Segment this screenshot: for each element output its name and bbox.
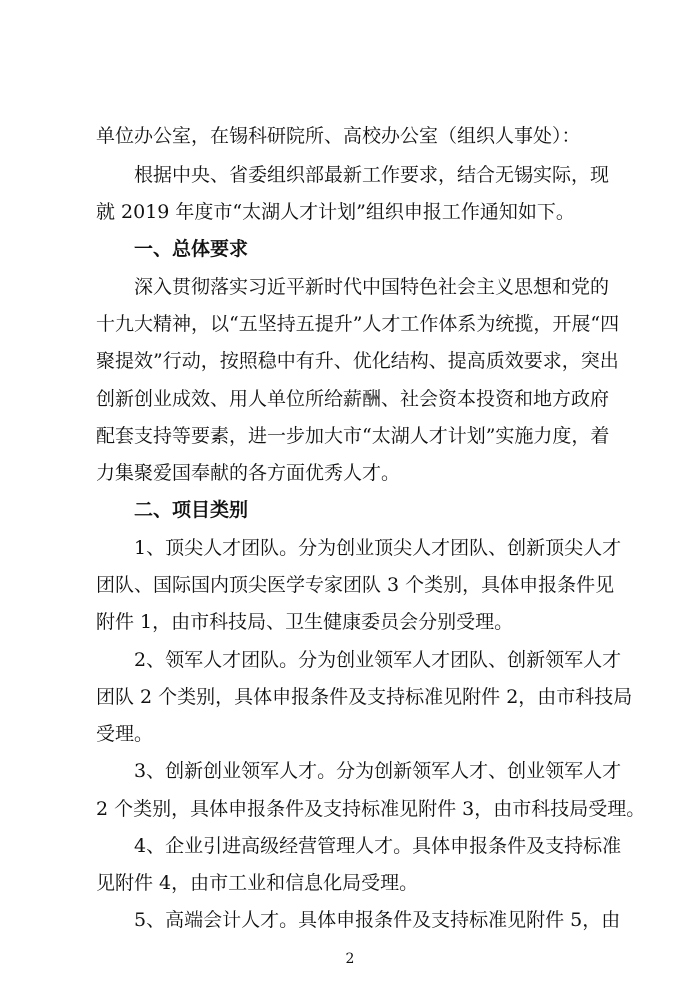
body-line: 2、领军人才团队。分为创业领军人才团队、创新领军人才 (134, 649, 622, 671)
body-line: 4、企业引进高级经营管理人才。具体申报条件及支持标准 (134, 835, 622, 857)
body-line: 3、创新创业领军人才。分为创新领军人才、创业领军人才 (134, 760, 622, 782)
body-line: 根据中央、省委组织部最新工作要求，结合无锡实际，现 (134, 164, 610, 186)
page-number: 2 (345, 951, 355, 967)
body-line: 团队、国际国内顶尖医学专家团队 3 个类别，具体申报条件见 (96, 574, 615, 596)
body-line: 就 2019 年度市“太湖人才计划”组织申报工作通知如下。 (96, 201, 575, 223)
section-heading: 二、项目类别 (134, 499, 249, 521)
body-line: 力集聚爱国奉献的各方面优秀人才。 (96, 462, 401, 484)
body-line: 2 个类别，具体申报条件及支持标准见附件 3，由市科技局受理。 (96, 798, 646, 820)
body-line: 受理。 (96, 723, 154, 745)
body-line: 深入贯彻落实习近平新时代中国特色社会主义思想和党的 (134, 276, 610, 298)
body-line: 聚提效”行动，按照稳中有升、优化结构、提高质效要求，突出 (96, 350, 619, 372)
body-line: 1、顶尖人才团队。分为创业顶尖人才团队、创新顶尖人才 (134, 537, 622, 559)
body-line: 单位办公室，在锡科研院所、高校办公室（组织人事处）： (96, 125, 581, 147)
body-line: 见附件 4，由市工业和信息化局受理。 (96, 872, 419, 894)
body-line: 配套支持等要素，进一步加大市“太湖人才计划”实施力度，着 (96, 425, 610, 447)
body-line: 附件 1，由市科技局、卫生健康委员会分别受理。 (96, 611, 514, 633)
body-line: 5、高端会计人才。具体申报条件及支持标准见附件 5，由 (134, 909, 621, 931)
body-line: 团队 2 个类别，具体申报条件及支持标准见附件 2，由市科技局 (96, 686, 633, 708)
body-line: 十九大精神，以“五坚持五提升”人才工作体系为统揽，开展“四 (96, 313, 620, 335)
section-heading: 一、总体要求 (134, 238, 249, 260)
body-line: 创新创业成效、用人单位所给薪酬、社会资本投资和地方政府 (96, 388, 610, 410)
